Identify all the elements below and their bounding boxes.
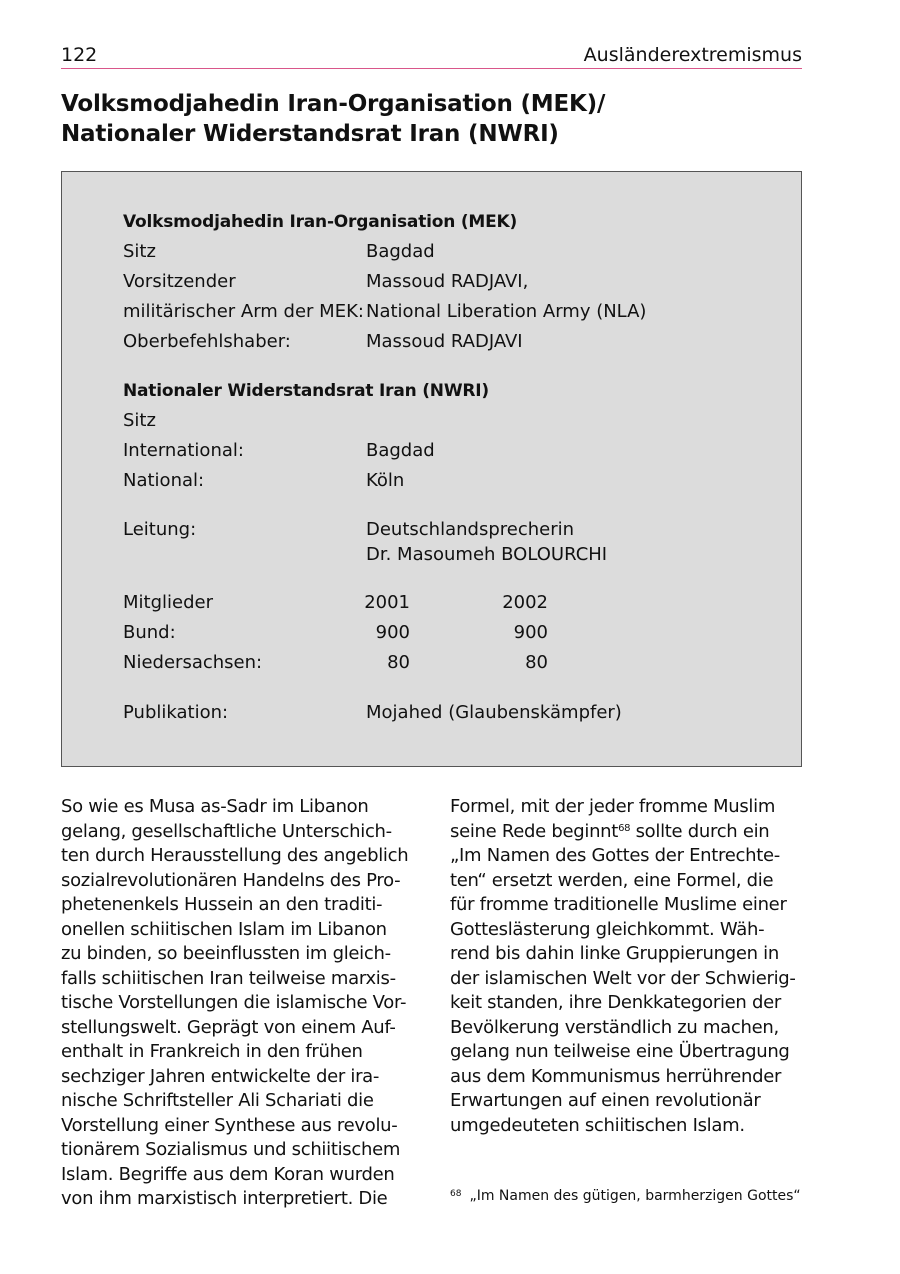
- body-line: Erwartungen auf einen revolutionär: [450, 1090, 761, 1111]
- members-niedersachsen-2001: 80: [387, 652, 410, 673]
- body-line: Islam. Begriffe aus dem Koran wurden: [61, 1163, 395, 1185]
- members-niedersachsen-label: Niedersachsen:: [123, 652, 263, 673]
- nwri-sitz-label: Sitz: [123, 410, 156, 431]
- footnote-reference[interactable]: 68: [618, 822, 631, 834]
- nwri-leadership-role: Deutschlandsprecherin: [366, 519, 575, 540]
- body-line: sechziger Jahren entwickelte der ira-: [61, 1065, 380, 1087]
- body-line: gelang nun teilweise eine Übertragung: [450, 1041, 790, 1062]
- nwri-national-label: National:: [123, 470, 205, 491]
- body-line: Formel, mit der jeder fromme Muslim: [450, 796, 776, 817]
- nwri-international-label: International:: [123, 440, 244, 461]
- mek-heading: Volksmodjahedin Iran-Organisation (MEK): [123, 212, 518, 232]
- mek-military-arm-label: militärischer Arm der MEK:: [123, 301, 364, 322]
- body-line: enthalt in Frankreich in den frühen: [61, 1041, 363, 1062]
- mek-sitz-value: Bagdad: [366, 241, 435, 262]
- body-line-with-footnote-ref: [450, 820, 810, 845]
- members-year-2001: 2001: [364, 592, 410, 613]
- body-line: ten durch Herausstellung des angeblich: [61, 845, 409, 866]
- chapter-title-line-1: Volksmodjahedin Iran-Organisation (MEK)/: [61, 91, 606, 117]
- publication-label: Publikation:: [123, 702, 229, 723]
- footnote-text: „Im Namen des gütigen, barmherzigen Gottes“: [469, 1188, 801, 1204]
- running-head: Ausländerextremismus: [583, 44, 802, 66]
- members-bund-label: Bund:: [123, 622, 176, 643]
- nwri-leadership-label: Leitung:: [123, 519, 197, 540]
- chapter-title-line-2: Nationaler Widerstandsrat Iran (NWRI): [61, 121, 559, 147]
- body-line-part: sollte durch ein: [630, 820, 770, 842]
- body-text-left-column: [61, 795, 421, 1212]
- organization-info-box: [61, 171, 802, 767]
- mek-sitz-label: Sitz: [123, 241, 156, 262]
- body-line: für fromme traditionelle Muslime einer: [450, 894, 787, 915]
- nwri-national-value: Köln: [366, 470, 405, 491]
- page-number: 122: [61, 44, 98, 66]
- publication-value: Mojahed (Glaubenskämpfer): [366, 702, 622, 723]
- body-line: gelang, gesellschaftliche Unterschich-: [61, 820, 392, 842]
- members-niedersachsen-2002: 80: [525, 652, 548, 673]
- body-line: falls schiitischen Iran teilweise marxis-: [61, 967, 396, 989]
- footnote: [450, 1185, 801, 1205]
- body-line: sozialrevolutionären Handelns des Pro-: [61, 869, 401, 891]
- members-year-2002: 2002: [502, 592, 548, 613]
- body-line: phetenenkels Hussein an den traditi-: [61, 894, 383, 915]
- body-line: keit standen, ihre Denkkategorien der: [450, 992, 781, 1013]
- chapter-title: [61, 89, 821, 149]
- body-line-part: seine Rede beginnt: [450, 820, 619, 842]
- body-line: umgedeuteten schiitischen Islam.: [450, 1114, 745, 1136]
- body-line: stellungswelt. Geprägt von einem Auf-: [61, 1016, 396, 1038]
- body-line: Bevölkerung verständlich zu machen,: [450, 1016, 779, 1038]
- mek-commander-value: Massoud RADJAVI: [366, 331, 523, 352]
- members-bund-2001: 900: [375, 622, 410, 643]
- body-line: zu binden, so beeinflussten im gleich-: [61, 943, 391, 964]
- body-text-right-column: [450, 795, 810, 1138]
- body-line: Vorstellung einer Synthese aus revolu-: [61, 1114, 398, 1136]
- nwri-leadership-name: Dr. Masoumeh BOLOURCHI: [366, 544, 608, 565]
- body-line: tionärem Sozialismus und schiitischem: [61, 1139, 401, 1160]
- mek-chair-label: Vorsitzender: [123, 271, 236, 292]
- body-line: So wie es Musa as-Sadr im Libanon: [61, 796, 369, 817]
- mek-military-arm-value: National Liberation Army (NLA): [366, 301, 647, 322]
- nwri-heading: Nationaler Widerstandsrat Iran (NWRI): [123, 381, 489, 401]
- members-label: Mitglieder: [123, 592, 213, 613]
- nwri-international-value: Bagdad: [366, 440, 435, 461]
- body-line: onellen schiitischen Islam im Libanon: [61, 918, 387, 940]
- body-line: ten“ ersetzt werden, eine Formel, die: [450, 869, 774, 891]
- body-line: nische Schriftsteller Ali Schariati die: [61, 1090, 374, 1111]
- body-line: von ihm marxistisch interpretiert. Die: [61, 1188, 388, 1209]
- header-rule: [61, 68, 802, 69]
- body-line: rend bis dahin linke Gruppierungen in: [450, 943, 779, 964]
- footnote-number: 68: [450, 1189, 462, 1199]
- body-line: „Im Namen des Gottes der Entrechte-: [450, 845, 780, 866]
- mek-chair-value: Massoud RADJAVI,: [366, 271, 529, 292]
- mek-commander-label: Oberbefehlshaber:: [123, 331, 291, 352]
- body-line: Gotteslästerung gleichkommt. Wäh-: [450, 918, 765, 940]
- body-line: der islamischen Welt vor der Schwierig-: [450, 967, 796, 989]
- members-bund-2002: 900: [513, 622, 548, 643]
- body-line: tische Vorstellungen die islamische Vor-: [61, 992, 407, 1013]
- body-line: aus dem Kommunismus herrührender: [450, 1065, 782, 1087]
